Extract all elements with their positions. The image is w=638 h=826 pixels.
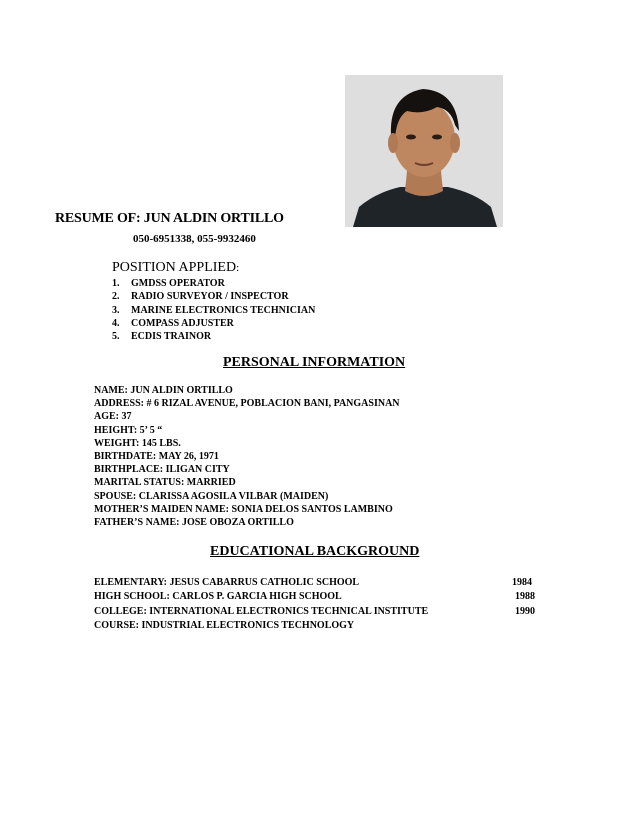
position-label: MARINE ELECTRONICS TECHNICIAN <box>131 304 316 316</box>
educational-background-heading: EDUCATIONAL BACKGROUND <box>210 544 420 559</box>
position-number: 1. <box>112 278 120 289</box>
personal-age: AGE: 37 <box>94 411 132 423</box>
personal-information-list <box>94 384 400 529</box>
education-row <box>94 619 554 633</box>
applicant-photo <box>345 75 503 227</box>
education-label: COLLEGE: INTERNATIONAL ELECTRONICS TECHNICAL INSTITUTE <box>94 605 429 617</box>
education-label: ELEMENTARY: JESUS CABARRUS CATHOLIC SCHOOL <box>94 577 360 588</box>
personal-spouse: SPOUSE: CLARISSA AGOSILA VILBAR (MAIDEN) <box>94 490 329 502</box>
education-year: 1984 <box>512 577 532 588</box>
position-item <box>112 317 315 330</box>
position-label: GMDSS OPERATOR <box>131 278 225 289</box>
education-row <box>94 590 554 604</box>
education-row <box>94 605 554 619</box>
personal-height: HEIGHT: 5’ 5 “ <box>94 424 163 436</box>
position-number: 2. <box>112 291 120 303</box>
education-label: HIGH SCHOOL: CARLOS P. GARCIA HIGH SCHOOL <box>94 591 342 603</box>
position-list <box>112 277 315 343</box>
position-number: 3. <box>112 304 120 316</box>
personal-name: NAME: JUN ALDIN ORTILLO <box>94 385 233 396</box>
personal-mothers-maiden-name: MOTHER’S MAIDEN NAME: SONIA DELOS SANTOS LAMBINO <box>94 503 393 515</box>
position-label: RADIO SURVEYOR / INSPECTOR <box>131 291 289 303</box>
position-item <box>112 290 315 303</box>
personal-address: ADDRESS: # 6 RIZAL AVENUE, POBLACION BANI, PANGASINAN <box>94 398 400 410</box>
phone-numbers: 050-6951338, 055-9932460 <box>133 233 256 245</box>
position-applied-label: POSITION APPLIED <box>112 260 237 275</box>
education-year: 1990 <box>515 605 535 617</box>
position-item <box>112 330 315 343</box>
personal-weight: WEIGHT: 145 LBS. <box>94 437 181 449</box>
personal-information-heading: PERSONAL INFORMATION <box>223 355 406 370</box>
education-row <box>94 576 554 590</box>
resume-title: RESUME OF: JUN ALDIN ORTILLO <box>55 211 284 226</box>
position-item <box>112 304 315 317</box>
position-label: COMPASS ADJUSTER <box>131 317 234 329</box>
person-photo-icon <box>345 75 503 227</box>
education-list <box>94 576 554 633</box>
position-applied-colon: : <box>236 262 240 274</box>
personal-marital-status: MARITAL STATUS: MARRIED <box>94 477 236 489</box>
education-label: COURSE: INDUSTRIAL ELECTRONICS TECHNOLOGY <box>94 619 355 631</box>
personal-fathers-name: FATHER’S NAME: JOSE OBOZA ORTILLO <box>94 516 294 528</box>
position-applied-heading <box>112 260 239 276</box>
position-label: ECDIS TRAINOR <box>131 331 212 343</box>
personal-birthplace: BIRTHPLACE: ILIGAN CITY <box>94 464 230 476</box>
education-year: 1988 <box>515 591 535 603</box>
position-number: 5. <box>112 331 120 343</box>
position-number: 4. <box>112 317 120 329</box>
personal-birthdate: BIRTHDATE: MAY 26, 1971 <box>94 450 219 462</box>
position-item <box>112 277 315 290</box>
